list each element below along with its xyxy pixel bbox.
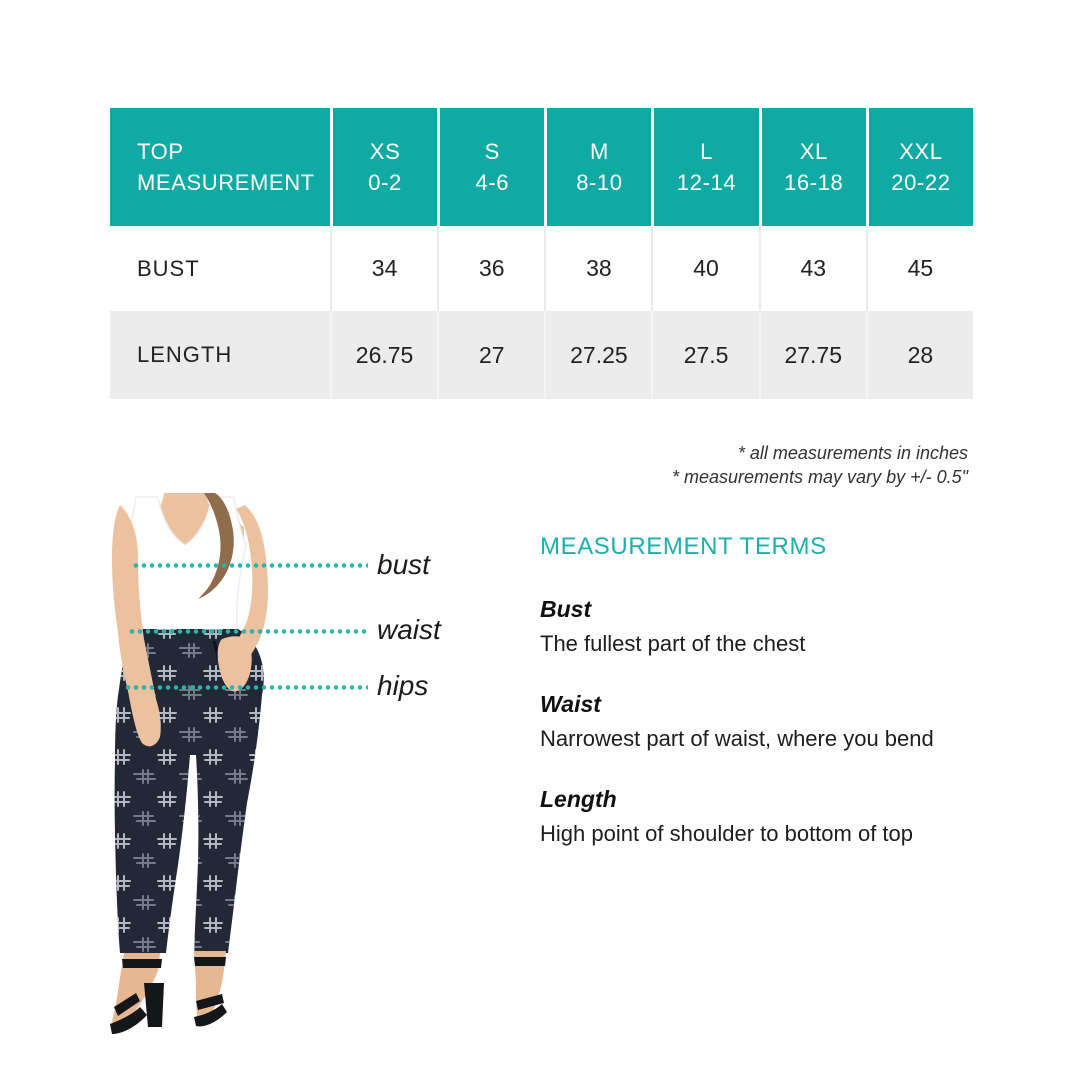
hips-line-label: hips (377, 670, 429, 701)
term-name: Waist (540, 691, 601, 717)
size-label: XXL (899, 139, 943, 164)
size-label: M (589, 139, 609, 164)
size-chart-header-row (110, 108, 973, 226)
bust-value-l: 40 (651, 226, 758, 311)
bust-value-s: 36 (437, 226, 544, 311)
size-range: 16-18 (784, 170, 844, 195)
note-variance: * measurements may vary by +/- 0.5" (672, 467, 968, 487)
size-label: S (484, 139, 500, 164)
header-cell-xxl (866, 108, 973, 226)
size-label: XS (369, 139, 401, 164)
bust-value-xxl: 45 (866, 226, 973, 311)
size-range: 12-14 (676, 170, 737, 195)
bust-value-m: 38 (544, 226, 651, 311)
length-value-l: 27.5 (651, 311, 758, 399)
header-cell-s (437, 108, 544, 226)
header-cell-top-measurement (110, 108, 330, 226)
table-title-line1: TOP (137, 139, 184, 164)
table-title-line2: MEASUREMENT (137, 170, 315, 195)
bust-value-xl: 43 (759, 226, 866, 311)
bust-value-xs: 34 (330, 226, 437, 311)
length-value-s: 27 (437, 311, 544, 399)
measurement-terms-section (540, 533, 980, 880)
term-name: Bust (540, 596, 592, 622)
hips-dotted-line (124, 685, 368, 690)
term-definition: Narrowest part of waist, where you bend (540, 726, 934, 751)
length-value-m: 27.25 (544, 311, 651, 399)
measurement-terms-heading: MEASUREMENT TERMS (540, 533, 827, 560)
left-sandal-heel (144, 983, 164, 1027)
right-sandal-ankle-strap (194, 957, 226, 966)
size-range: 20-22 (891, 170, 951, 195)
length-value-xs: 26.75 (330, 311, 437, 399)
header-cell-xs (330, 108, 437, 226)
header-cell-l (651, 108, 758, 226)
header-cell-xl (759, 108, 866, 226)
row-label-length: LENGTH (137, 342, 233, 367)
size-label: XL (799, 139, 828, 164)
bust-line-label: bust (377, 549, 430, 580)
term-name: Length (540, 786, 617, 812)
note-inches: * all measurements in inches (737, 443, 968, 463)
waist-line-label: waist (377, 614, 441, 645)
size-label: L (700, 139, 713, 164)
size-range: 0-2 (368, 170, 402, 195)
length-value-xxl: 28 (866, 311, 973, 399)
term-item-waist (540, 690, 980, 753)
term-definition: High point of shoulder to bottom of top (540, 821, 914, 846)
size-range: 4-6 (475, 170, 510, 195)
term-definition: The fullest part of the chest (540, 631, 806, 656)
waist-dotted-line (128, 629, 368, 634)
term-item-length (540, 785, 980, 848)
table-row-length (110, 311, 973, 399)
measurement-notes (672, 441, 968, 489)
length-value-xl: 27.75 (759, 311, 866, 399)
term-item-bust (540, 595, 980, 658)
table-row-bust (110, 226, 973, 311)
size-chart-table (110, 108, 973, 399)
left-sandal-ankle-strap (122, 959, 162, 968)
row-label-bust: BUST (137, 255, 200, 281)
size-range: 8-10 (576, 170, 623, 195)
bust-dotted-line (132, 563, 368, 568)
header-cell-m (544, 108, 651, 226)
